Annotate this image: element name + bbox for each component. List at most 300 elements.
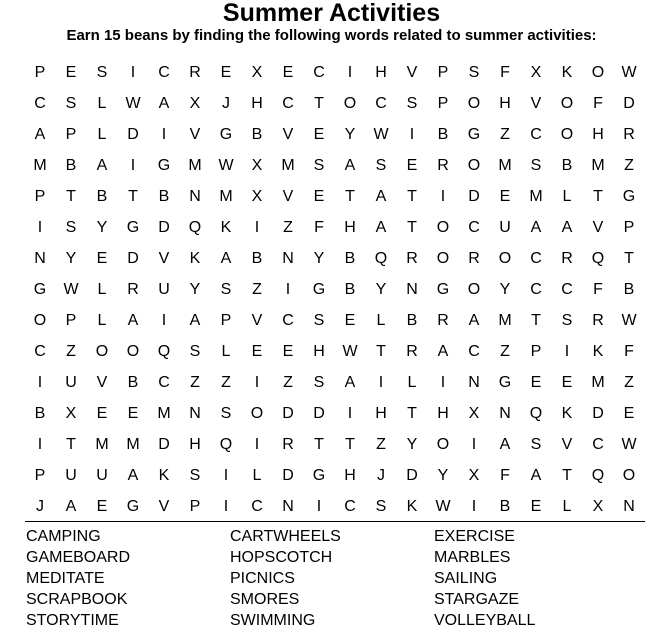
grid-letter[interactable]: O <box>436 250 450 267</box>
grid-letter[interactable]: E <box>499 188 511 205</box>
grid-letter[interactable]: L <box>221 343 231 360</box>
grid-letter[interactable]: V <box>282 188 294 205</box>
grid-letter[interactable]: O <box>343 95 357 112</box>
grid-letter[interactable]: E <box>530 498 542 515</box>
grid-letter[interactable]: K <box>592 343 604 360</box>
grid-letter[interactable]: P <box>34 188 46 205</box>
grid-letter[interactable]: X <box>251 64 263 81</box>
grid-letter[interactable]: H <box>344 219 356 236</box>
grid-letter[interactable]: O <box>95 343 109 360</box>
grid-letter[interactable]: V <box>158 250 170 267</box>
grid-letter[interactable]: O <box>591 64 605 81</box>
grid-letter[interactable]: G <box>157 157 171 174</box>
grid-letter[interactable]: L <box>376 312 386 329</box>
grid-letter[interactable]: P <box>623 219 635 236</box>
grid-letter[interactable]: M <box>281 157 295 174</box>
grid-letter[interactable]: Z <box>500 343 510 360</box>
grid-letter[interactable]: D <box>468 188 480 205</box>
grid-letter[interactable]: P <box>220 312 232 329</box>
grid-letter[interactable]: V <box>530 95 542 112</box>
grid-letter[interactable]: D <box>313 405 325 422</box>
grid-letter[interactable]: B <box>251 126 263 143</box>
grid-letter[interactable]: E <box>96 405 108 422</box>
grid-letter[interactable]: B <box>65 157 77 174</box>
grid-letter[interactable]: W <box>373 126 389 143</box>
grid-letter[interactable]: N <box>282 250 294 267</box>
grid-letter[interactable]: U <box>158 281 170 298</box>
grid-letter[interactable]: X <box>251 188 263 205</box>
grid-letter[interactable]: Z <box>252 281 262 298</box>
grid-letter[interactable]: R <box>437 157 449 174</box>
grid-letter[interactable]: N <box>623 498 635 515</box>
grid-letter[interactable]: B <box>344 250 356 267</box>
grid-letter[interactable]: B <box>127 374 139 391</box>
grid-letter[interactable]: Q <box>591 467 605 484</box>
grid-letter[interactable]: A <box>220 250 232 267</box>
grid-letter[interactable]: A <box>127 467 139 484</box>
grid-letter[interactable]: B <box>623 281 635 298</box>
grid-letter[interactable]: O <box>467 157 481 174</box>
grid-letter[interactable]: X <box>251 157 263 174</box>
grid-letter[interactable]: H <box>313 343 325 360</box>
grid-letter[interactable]: I <box>161 312 167 329</box>
grid-letter[interactable]: M <box>219 188 233 205</box>
grid-letter[interactable]: M <box>591 157 605 174</box>
grid-letter[interactable]: I <box>471 498 477 515</box>
grid-letter[interactable]: R <box>282 436 294 453</box>
grid-letter[interactable]: G <box>498 374 512 391</box>
grid-letter[interactable]: W <box>621 436 637 453</box>
grid-letter[interactable]: G <box>312 281 326 298</box>
grid-letter[interactable]: M <box>498 312 512 329</box>
grid-letter[interactable]: M <box>529 188 543 205</box>
grid-letter[interactable]: F <box>624 343 634 360</box>
grid-letter[interactable]: N <box>34 250 46 267</box>
grid-letter[interactable]: X <box>468 467 480 484</box>
grid-letter[interactable]: L <box>562 498 572 515</box>
grid-letter[interactable]: M <box>498 157 512 174</box>
grid-letter[interactable]: Y <box>313 250 325 267</box>
grid-letter[interactable]: S <box>530 157 542 174</box>
grid-letter[interactable]: C <box>530 250 542 267</box>
grid-letter[interactable]: Q <box>157 343 171 360</box>
grid-letter[interactable]: O <box>622 467 636 484</box>
grid-letter[interactable]: A <box>65 498 77 515</box>
grid-letter[interactable]: J <box>377 467 385 484</box>
grid-letter[interactable]: F <box>593 95 603 112</box>
grid-letter[interactable]: B <box>251 250 263 267</box>
grid-letter[interactable]: I <box>130 157 136 174</box>
grid-letter[interactable]: G <box>312 467 326 484</box>
grid-letter[interactable]: B <box>499 498 511 515</box>
grid-letter[interactable]: X <box>189 95 201 112</box>
grid-letter[interactable]: T <box>531 312 541 329</box>
grid-letter[interactable]: Z <box>66 343 76 360</box>
grid-letter[interactable]: A <box>468 312 480 329</box>
grid-letter[interactable]: S <box>313 157 325 174</box>
grid-letter[interactable]: I <box>37 374 43 391</box>
grid-letter[interactable]: G <box>467 126 481 143</box>
grid-letter[interactable]: G <box>219 126 233 143</box>
grid-letter[interactable]: N <box>406 281 418 298</box>
grid-letter[interactable]: A <box>96 157 108 174</box>
grid-letter[interactable]: P <box>65 126 77 143</box>
grid-letter[interactable]: O <box>126 343 140 360</box>
grid-letter[interactable]: I <box>564 343 570 360</box>
grid-letter[interactable]: G <box>622 188 636 205</box>
grid-letter[interactable]: P <box>65 312 77 329</box>
grid-letter[interactable]: B <box>158 188 170 205</box>
grid-letter[interactable]: R <box>592 312 604 329</box>
grid-letter[interactable]: K <box>158 467 170 484</box>
grid-letter[interactable]: U <box>96 467 108 484</box>
grid-letter[interactable]: C <box>561 281 573 298</box>
grid-letter[interactable]: R <box>189 64 201 81</box>
grid-letter[interactable]: T <box>407 188 417 205</box>
grid-letter[interactable]: D <box>406 467 418 484</box>
grid-letter[interactable]: N <box>468 374 480 391</box>
grid-letter[interactable]: E <box>530 374 542 391</box>
grid-letter[interactable]: M <box>95 436 109 453</box>
grid-letter[interactable]: I <box>130 64 136 81</box>
grid-letter[interactable]: Z <box>190 374 200 391</box>
grid-letter[interactable]: X <box>592 498 604 515</box>
grid-letter[interactable]: A <box>530 467 542 484</box>
grid-letter[interactable]: Z <box>624 157 634 174</box>
grid-letter[interactable]: Q <box>591 250 605 267</box>
grid-letter[interactable]: G <box>436 281 450 298</box>
grid-letter[interactable]: A <box>34 126 46 143</box>
grid-letter[interactable]: N <box>282 498 294 515</box>
grid-letter[interactable]: C <box>282 95 294 112</box>
grid-letter[interactable]: H <box>251 95 263 112</box>
grid-letter[interactable]: M <box>157 405 171 422</box>
grid-letter[interactable]: K <box>189 250 201 267</box>
grid-letter[interactable]: P <box>189 498 201 515</box>
grid-letter[interactable]: T <box>562 467 572 484</box>
grid-letter[interactable]: I <box>347 64 353 81</box>
grid-letter[interactable]: I <box>285 281 291 298</box>
grid-letter[interactable]: R <box>406 343 418 360</box>
grid-letter[interactable]: S <box>65 219 77 236</box>
grid-letter[interactable]: A <box>375 219 387 236</box>
grid-letter[interactable]: O <box>467 95 481 112</box>
grid-letter[interactable]: T <box>407 219 417 236</box>
grid-letter[interactable]: Y <box>437 467 449 484</box>
grid-letter[interactable]: S <box>96 64 108 81</box>
grid-letter[interactable]: I <box>223 467 229 484</box>
grid-letter[interactable]: T <box>66 188 76 205</box>
grid-letter[interactable]: E <box>96 250 108 267</box>
grid-letter[interactable]: L <box>97 126 107 143</box>
grid-letter[interactable]: S <box>468 64 480 81</box>
grid-letter[interactable]: A <box>375 188 387 205</box>
grid-letter[interactable]: W <box>621 64 637 81</box>
grid-letter[interactable]: Z <box>500 126 510 143</box>
grid-letter[interactable]: J <box>36 498 44 515</box>
grid-letter[interactable]: D <box>592 405 604 422</box>
grid-letter[interactable]: A <box>127 312 139 329</box>
grid-letter[interactable]: E <box>282 64 294 81</box>
grid-letter[interactable]: L <box>97 312 107 329</box>
grid-letter[interactable]: E <box>561 374 573 391</box>
grid-letter[interactable]: S <box>530 436 542 453</box>
grid-letter[interactable]: L <box>252 467 262 484</box>
grid-letter[interactable]: V <box>282 126 294 143</box>
grid-letter[interactable]: S <box>220 405 232 422</box>
grid-letter[interactable]: S <box>375 157 387 174</box>
grid-letter[interactable]: T <box>593 188 603 205</box>
grid-letter[interactable]: L <box>97 95 107 112</box>
grid-letter[interactable]: V <box>251 312 263 329</box>
grid-letter[interactable]: Y <box>344 126 356 143</box>
grid-letter[interactable]: K <box>406 498 418 515</box>
grid-letter[interactable]: E <box>623 405 635 422</box>
grid-letter[interactable]: T <box>314 436 324 453</box>
grid-letter[interactable]: I <box>440 188 446 205</box>
grid-letter[interactable]: F <box>593 281 603 298</box>
grid-letter[interactable]: H <box>499 95 511 112</box>
grid-letter[interactable]: D <box>127 250 139 267</box>
grid-letter[interactable]: D <box>127 126 139 143</box>
grid-letter[interactable]: H <box>437 405 449 422</box>
grid-letter[interactable]: X <box>530 64 542 81</box>
grid-letter[interactable]: T <box>314 95 324 112</box>
grid-letter[interactable]: N <box>189 405 201 422</box>
grid-letter[interactable]: T <box>345 436 355 453</box>
grid-letter[interactable]: K <box>561 405 573 422</box>
grid-letter[interactable]: I <box>37 219 43 236</box>
grid-letter[interactable]: O <box>250 405 264 422</box>
grid-letter[interactable]: A <box>499 436 511 453</box>
grid-letter[interactable]: I <box>471 436 477 453</box>
grid-letter[interactable]: C <box>34 95 46 112</box>
grid-letter[interactable]: I <box>347 405 353 422</box>
grid-letter[interactable]: O <box>560 126 574 143</box>
grid-letter[interactable]: S <box>375 498 387 515</box>
grid-letter[interactable]: B <box>34 405 46 422</box>
grid-letter[interactable]: Z <box>283 219 293 236</box>
grid-letter[interactable]: S <box>313 312 325 329</box>
grid-letter[interactable]: W <box>63 281 79 298</box>
grid-letter[interactable]: Z <box>221 374 231 391</box>
grid-letter[interactable]: P <box>34 64 46 81</box>
grid-letter[interactable]: C <box>158 64 170 81</box>
grid-letter[interactable]: L <box>97 281 107 298</box>
grid-letter[interactable]: C <box>313 64 325 81</box>
grid-letter[interactable]: Y <box>96 219 108 236</box>
grid-letter[interactable]: I <box>37 436 43 453</box>
grid-letter[interactable]: S <box>561 312 573 329</box>
grid-letter[interactable]: A <box>437 343 449 360</box>
grid-letter[interactable]: R <box>623 126 635 143</box>
grid-letter[interactable]: B <box>96 188 108 205</box>
grid-letter[interactable]: H <box>375 405 387 422</box>
grid-letter[interactable]: A <box>561 219 573 236</box>
grid-letter[interactable]: T <box>66 436 76 453</box>
grid-letter[interactable]: N <box>499 405 511 422</box>
grid-letter[interactable]: X <box>65 405 77 422</box>
grid-letter[interactable]: M <box>33 157 47 174</box>
grid-letter[interactable]: H <box>592 126 604 143</box>
grid-letter[interactable]: I <box>254 219 260 236</box>
grid-letter[interactable]: P <box>437 64 449 81</box>
grid-letter[interactable]: U <box>65 374 77 391</box>
grid-letter[interactable]: T <box>407 405 417 422</box>
grid-letter[interactable]: V <box>561 436 573 453</box>
grid-letter[interactable]: O <box>560 95 574 112</box>
grid-letter[interactable]: H <box>344 467 356 484</box>
grid-letter[interactable]: O <box>436 436 450 453</box>
grid-letter[interactable]: V <box>96 374 108 391</box>
grid-letter[interactable]: N <box>189 188 201 205</box>
grid-letter[interactable]: I <box>254 374 260 391</box>
grid-letter[interactable]: D <box>158 436 170 453</box>
grid-letter[interactable]: A <box>530 219 542 236</box>
grid-letter[interactable]: A <box>344 157 356 174</box>
grid-letter[interactable]: G <box>126 219 140 236</box>
grid-letter[interactable]: E <box>251 343 263 360</box>
grid-letter[interactable]: E <box>282 343 294 360</box>
grid-letter[interactable]: U <box>65 467 77 484</box>
grid-letter[interactable]: B <box>406 312 418 329</box>
grid-letter[interactable]: I <box>223 498 229 515</box>
grid-letter[interactable]: A <box>189 312 201 329</box>
grid-letter[interactable]: G <box>33 281 47 298</box>
grid-letter[interactable]: U <box>499 219 511 236</box>
grid-letter[interactable]: M <box>126 436 140 453</box>
grid-letter[interactable]: L <box>407 374 417 391</box>
grid-letter[interactable]: I <box>316 498 322 515</box>
grid-letter[interactable]: J <box>222 95 230 112</box>
grid-letter[interactable]: Q <box>374 250 388 267</box>
grid-letter[interactable]: W <box>435 498 451 515</box>
grid-letter[interactable]: H <box>375 64 387 81</box>
grid-letter[interactable]: I <box>378 374 384 391</box>
grid-letter[interactable]: D <box>158 219 170 236</box>
grid-letter[interactable]: Q <box>188 219 202 236</box>
grid-letter[interactable]: V <box>592 219 604 236</box>
grid-letter[interactable]: T <box>345 188 355 205</box>
grid-letter[interactable]: R <box>406 250 418 267</box>
grid-letter[interactable]: P <box>530 343 542 360</box>
grid-letter[interactable]: B <box>344 281 356 298</box>
grid-letter[interactable]: M <box>188 157 202 174</box>
grid-letter[interactable]: S <box>189 343 201 360</box>
grid-letter[interactable]: O <box>33 312 47 329</box>
grid-letter[interactable]: V <box>158 498 170 515</box>
grid-letter[interactable]: Y <box>375 281 387 298</box>
grid-letter[interactable]: C <box>468 343 480 360</box>
grid-letter[interactable]: B <box>561 157 573 174</box>
grid-letter[interactable]: W <box>125 95 141 112</box>
grid-letter[interactable]: C <box>375 95 387 112</box>
grid-letter[interactable]: C <box>344 498 356 515</box>
grid-letter[interactable]: D <box>623 95 635 112</box>
grid-letter[interactable]: F <box>500 64 510 81</box>
grid-letter[interactable]: E <box>344 312 356 329</box>
grid-letter[interactable]: S <box>220 281 232 298</box>
grid-letter[interactable]: W <box>218 157 234 174</box>
grid-letter[interactable]: Y <box>406 436 418 453</box>
grid-letter[interactable]: O <box>436 219 450 236</box>
grid-letter[interactable]: C <box>530 126 542 143</box>
grid-letter[interactable]: I <box>254 436 260 453</box>
grid-letter[interactable]: T <box>128 188 138 205</box>
grid-letter[interactable]: R <box>127 281 139 298</box>
grid-letter[interactable]: S <box>313 374 325 391</box>
grid-letter[interactable]: R <box>468 250 480 267</box>
grid-letter[interactable]: I <box>161 126 167 143</box>
grid-letter[interactable]: I <box>440 374 446 391</box>
grid-letter[interactable]: R <box>437 312 449 329</box>
grid-letter[interactable]: P <box>437 95 449 112</box>
grid-letter[interactable]: I <box>409 126 415 143</box>
grid-letter[interactable]: R <box>561 250 573 267</box>
grid-letter[interactable]: C <box>530 281 542 298</box>
grid-letter[interactable]: Z <box>624 374 634 391</box>
grid-letter[interactable]: C <box>251 498 263 515</box>
grid-letter[interactable]: B <box>437 126 449 143</box>
grid-letter[interactable]: H <box>189 436 201 453</box>
grid-letter[interactable]: G <box>126 498 140 515</box>
grid-letter[interactable]: K <box>561 64 573 81</box>
grid-letter[interactable]: M <box>591 374 605 391</box>
grid-letter[interactable]: E <box>127 405 139 422</box>
grid-letter[interactable]: K <box>220 219 232 236</box>
grid-letter[interactable]: F <box>314 219 324 236</box>
grid-letter[interactable]: Y <box>189 281 201 298</box>
grid-letter[interactable]: A <box>344 374 356 391</box>
grid-letter[interactable]: X <box>468 405 480 422</box>
grid-letter[interactable]: C <box>158 374 170 391</box>
grid-letter[interactable]: L <box>562 188 572 205</box>
grid-letter[interactable]: Y <box>499 281 511 298</box>
grid-letter[interactable]: C <box>468 219 480 236</box>
grid-letter[interactable]: E <box>96 498 108 515</box>
grid-letter[interactable]: E <box>220 64 232 81</box>
grid-letter[interactable]: W <box>621 312 637 329</box>
grid-letter[interactable]: E <box>313 188 325 205</box>
grid-letter[interactable]: C <box>34 343 46 360</box>
grid-letter[interactable]: C <box>282 312 294 329</box>
grid-letter[interactable]: E <box>313 126 325 143</box>
grid-letter[interactable]: Z <box>283 374 293 391</box>
grid-letter[interactable]: S <box>65 95 77 112</box>
grid-letter[interactable]: S <box>406 95 418 112</box>
grid-letter[interactable]: V <box>406 64 418 81</box>
grid-letter[interactable]: E <box>406 157 418 174</box>
grid-letter[interactable]: V <box>189 126 201 143</box>
grid-letter[interactable]: Q <box>219 436 233 453</box>
grid-letter[interactable]: S <box>189 467 201 484</box>
grid-letter[interactable]: W <box>342 343 358 360</box>
grid-letter[interactable]: D <box>282 467 294 484</box>
grid-letter[interactable]: Q <box>529 405 543 422</box>
grid-letter[interactable]: T <box>624 250 634 267</box>
grid-letter[interactable]: O <box>498 250 512 267</box>
grid-letter[interactable]: O <box>467 281 481 298</box>
grid-letter[interactable]: E <box>65 64 77 81</box>
grid-letter[interactable]: Y <box>65 250 77 267</box>
grid-letter[interactable]: D <box>282 405 294 422</box>
grid-letter[interactable]: P <box>34 467 46 484</box>
grid-letter[interactable]: C <box>592 436 604 453</box>
grid-letter[interactable]: T <box>376 343 386 360</box>
grid-letter[interactable]: Z <box>376 436 386 453</box>
grid-letter[interactable]: A <box>158 95 170 112</box>
grid-letter[interactable]: F <box>500 467 510 484</box>
